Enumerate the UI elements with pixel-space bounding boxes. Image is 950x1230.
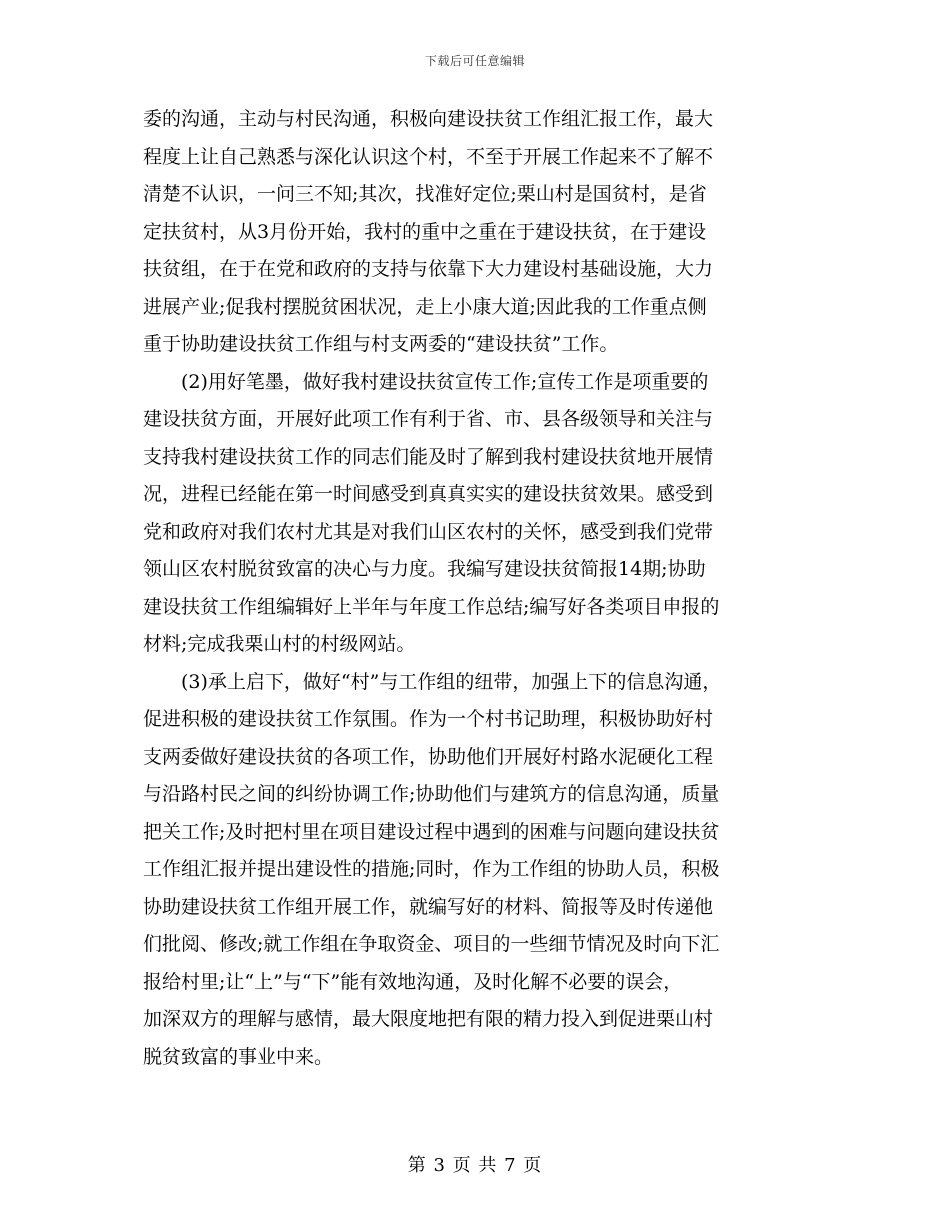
text-line: 支两委做好建设扶贫的各项工作，协助他们开展好村路水泥硬化工程: [143, 745, 714, 768]
text-line: 程度上让自己熟悉与深化认识这个村，不至于开展工作起来不了解不: [143, 145, 714, 168]
page-number: 第 3 页 共 7 页: [407, 1155, 543, 1176]
text-line: 扶贫组，在于在党和政府的支持与依靠下大力建设村基础设施，大力: [143, 258, 714, 280]
paragraph-start-line: (2)用好笔墨，做好我村建设扶贫宣传工作;宣传工作是项重要的: [181, 370, 709, 393]
text-line: 定扶贫村，从3月份开始，我村的重中之重在于建设扶贫，在于建设: [143, 220, 707, 243]
text-line: 况，进程已经能在第一时间感受到真真实实的建设扶贫效果。感受到: [143, 483, 714, 505]
text-line: 清楚不认识，一问三不知;其次，找准好定位;栗山村是国贫村，是省: [143, 183, 707, 205]
text-line: 重于协助建设扶贫工作组与村支两委的“建设扶贫”工作。: [143, 333, 619, 355]
text-line: 支持我村建设扶贫工作的同志们能及时了解到我村建设扶贫地开展情: [143, 445, 714, 468]
text-line: 与沿路村民之间的纠纷协调工作;协助他们与建筑方的信息沟通，质量: [143, 783, 720, 805]
text-line: 们批阅、修改;就工作组在争取资金、项目的一些细节情况及时向下汇: [143, 933, 720, 955]
paragraph-start-line: (3)承上启下，做好“村”与工作组的纽带，加强上下的信息沟通，: [181, 670, 722, 693]
text-line: 委的沟通，主动与村民沟通，积极向建设扶贫工作组汇报工作，最大: [143, 108, 714, 130]
text-line: 进展产业;促我村摆脱贫困状况，走上小康大道;因此我的工作重点侧: [143, 295, 707, 318]
text-line: 材料;完成我栗山村的村级网站。: [143, 633, 416, 655]
text-line: 建设扶贫方面，开展好此项工作有利于省、市、县各级领导和关注与: [143, 408, 714, 430]
page-header: 下载后可任意编辑: [424, 54, 525, 68]
text-line: 报给村里;让“上”与“下”能有效地沟通，及时化解不必要的误会，: [143, 970, 683, 993]
text-line: 把关工作;及时把村里在项目建设过程中遇到的困难与问题向建设扶贫: [143, 820, 720, 843]
text-line: 党和政府对我们农村尤其是对我们山区农村的关怀，感受到我们党带: [143, 520, 714, 543]
text-line: 促进积极的建设扶贫工作氛围。作为一个村书记助理，积极协助好村: [143, 708, 714, 730]
text-line: 领山区农村脱贫致富的决心与力度。我编写建设扶贫简报14期;协助: [143, 558, 706, 580]
document-body: [143, 101, 823, 1076]
text-line: 脱贫致富的事业中来。: [143, 1045, 334, 1068]
text-line: 工作组汇报并提出建设性的措施;同时，作为工作组的协助人员，积极: [143, 858, 720, 880]
text-line: 加深双方的理解与感情，最大限度地把有限的精力投入到促进栗山村: [143, 1008, 714, 1030]
text-line: 协助建设扶贫工作组开展工作，就编写好的材料、简报等及时传递他: [143, 895, 714, 918]
text-line: 建设扶贫工作组编辑好上半年与年度工作总结;编写好各类项目申报的: [143, 595, 720, 618]
